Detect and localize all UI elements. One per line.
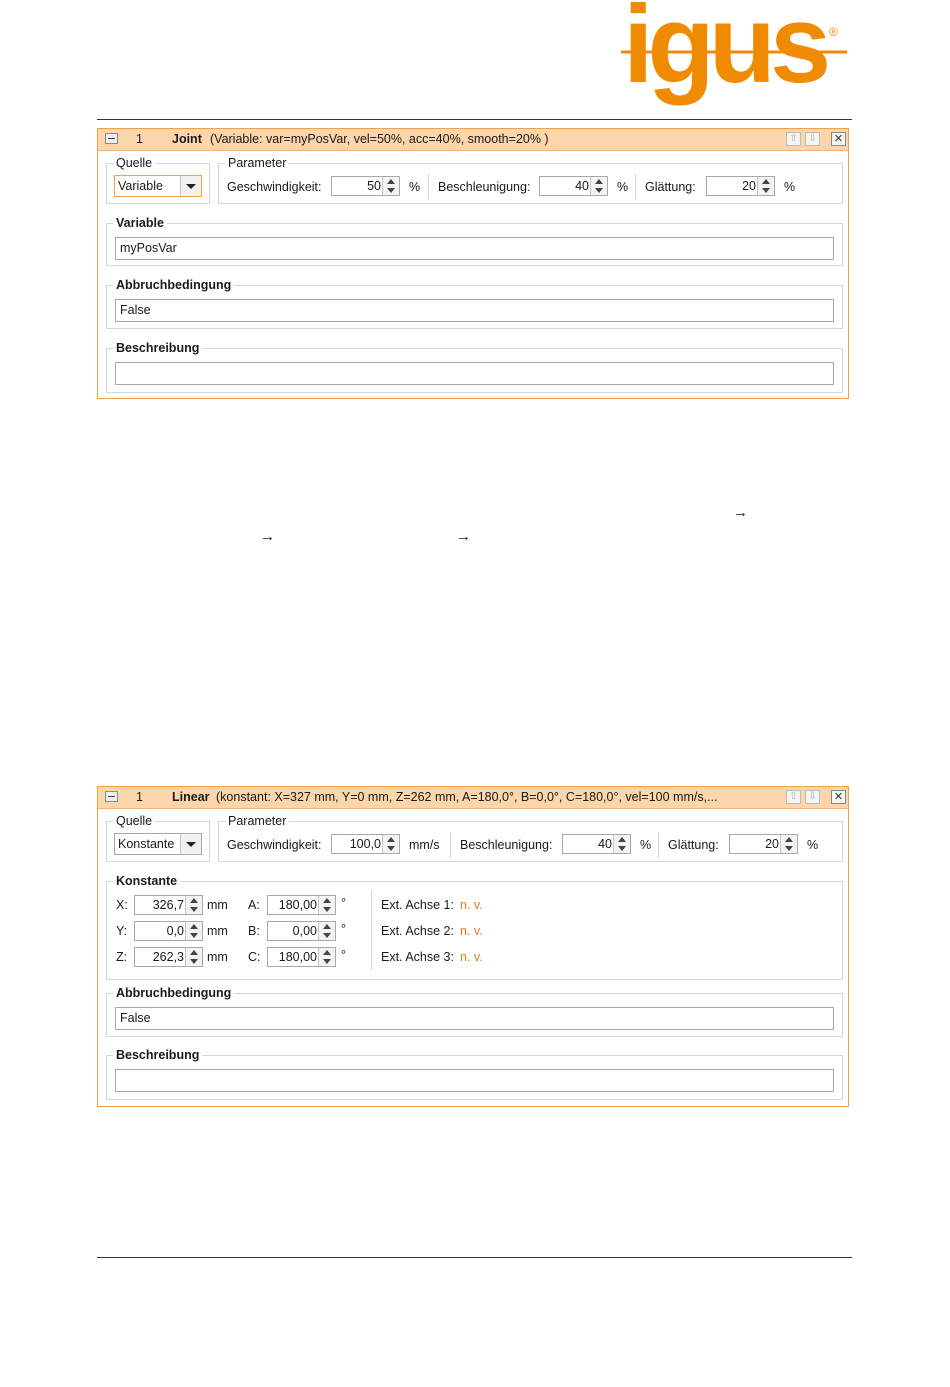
abort-condition-input[interactable]: False — [115, 1007, 834, 1030]
a-label: A: — [248, 898, 260, 912]
joint-command-panel — [97, 128, 849, 399]
a-value: 180,00 — [278, 898, 317, 912]
speed-unit: % — [409, 180, 421, 194]
source-select[interactable] — [114, 175, 202, 197]
speed-stepper[interactable] — [331, 176, 400, 196]
smooth-stepper[interactable] — [706, 176, 775, 196]
ext-axis-1-label: Ext. Achse 1: — [381, 898, 454, 912]
stepper-arrows-icon[interactable] — [613, 835, 630, 853]
smooth-value: 20 — [765, 837, 779, 851]
speed-label: Geschwindigkeit: — [227, 838, 322, 852]
speed-value: 100,0 — [349, 837, 381, 851]
command-summary: (konstant: X=327 mm, Y=0 mm, Z=262 mm, A=180,0°, B=0,0°, C=180,0°, vel=100 mm/s,... — [216, 790, 718, 804]
constant-label: Konstante — [116, 874, 178, 888]
stepper-arrows-icon[interactable] — [590, 177, 607, 195]
z-stepper[interactable] — [134, 947, 203, 967]
b-label: B: — [248, 924, 260, 938]
stepper-arrows-icon[interactable] — [382, 835, 399, 853]
smooth-unit: % — [807, 838, 819, 852]
arrow-glyph: → — [456, 528, 471, 545]
source-label: Quelle — [116, 814, 153, 828]
accel-value: 40 — [575, 179, 589, 193]
linear-command-panel — [97, 786, 849, 1107]
smooth-unit: % — [784, 180, 796, 194]
z-label: Z: — [116, 950, 128, 964]
stepper-arrows-icon[interactable] — [780, 835, 797, 853]
source-select-value: Variable — [118, 179, 163, 193]
description-input[interactable] — [115, 1069, 834, 1092]
smooth-label: Glättung: — [668, 838, 719, 852]
arrow-glyph: → — [733, 504, 748, 521]
c-unit: ° — [341, 948, 346, 962]
x-label: X: — [116, 898, 128, 912]
stepper-arrows-icon[interactable] — [318, 896, 335, 914]
z-value: 262,3 — [152, 950, 184, 964]
accel-unit: % — [640, 838, 652, 852]
header-rule — [97, 119, 852, 120]
b-value: 0,00 — [292, 924, 317, 938]
accel-stepper[interactable] — [539, 176, 608, 196]
b-unit: ° — [341, 922, 346, 936]
abort-condition-input[interactable]: False — [115, 299, 834, 322]
a-stepper[interactable] — [267, 895, 336, 915]
source-select-value: Konstante — [118, 837, 175, 851]
c-value: 180,00 — [278, 950, 317, 964]
variable-input[interactable]: myPosVar — [115, 237, 834, 260]
source-label: Quelle — [116, 156, 153, 170]
igus-logo — [615, 0, 855, 120]
x-unit: mm — [207, 898, 228, 912]
svg-text:igus: igus — [623, 0, 826, 106]
abort-condition-label: Abbruchbedingung — [116, 278, 232, 292]
stepper-arrows-icon[interactable] — [185, 922, 202, 940]
smooth-value: 20 — [742, 179, 756, 193]
separator — [658, 832, 659, 858]
b-stepper[interactable] — [267, 921, 336, 941]
stepper-arrows-icon[interactable] — [318, 922, 335, 940]
smooth-stepper[interactable] — [729, 834, 798, 854]
speed-value: 50 — [367, 179, 381, 193]
separator — [635, 174, 636, 200]
x-stepper[interactable] — [134, 895, 203, 915]
stepper-arrows-icon[interactable] — [185, 896, 202, 914]
ext-axis-3-value: n. v. — [460, 950, 483, 964]
c-label: C: — [248, 950, 261, 964]
accel-unit: % — [617, 180, 629, 194]
speed-unit: mm/s — [409, 838, 440, 852]
svg-text:®: ® — [829, 25, 838, 39]
variable-label: Variable — [116, 216, 164, 230]
chevron-down-icon[interactable] — [180, 176, 201, 196]
speed-stepper[interactable] — [331, 834, 400, 854]
y-value: 0,0 — [166, 924, 184, 938]
separator — [450, 832, 451, 858]
c-stepper[interactable] — [267, 947, 336, 967]
description-label: Beschreibung — [116, 1048, 200, 1062]
z-unit: mm — [207, 950, 228, 964]
separator — [428, 174, 429, 200]
command-type: Linear — [172, 790, 210, 804]
accel-value: 40 — [598, 837, 612, 851]
description-input[interactable] — [115, 362, 834, 385]
ext-axis-2-value: n. v. — [460, 924, 483, 938]
stepper-arrows-icon[interactable] — [757, 177, 774, 195]
footer-rule — [97, 1257, 852, 1258]
close-icon[interactable]: ✕ — [831, 132, 846, 146]
smooth-label: Glättung: — [645, 180, 696, 194]
close-icon[interactable]: ✕ — [831, 790, 846, 804]
accel-label: Beschleunigung: — [438, 180, 531, 194]
collapse-icon[interactable] — [105, 133, 118, 144]
accel-stepper[interactable] — [562, 834, 631, 854]
abort-condition-label: Abbruchbedingung — [116, 986, 232, 1000]
panel-titlebar — [98, 129, 848, 151]
stepper-arrows-icon[interactable] — [382, 177, 399, 195]
command-type: Joint — [172, 132, 202, 146]
command-number: 1 — [136, 790, 143, 804]
accel-label: Beschleunigung: — [460, 838, 553, 852]
x-value: 326,7 — [152, 898, 184, 912]
source-select[interactable] — [114, 833, 202, 855]
parameter-label: Parameter — [228, 814, 287, 828]
stepper-arrows-icon[interactable] — [318, 948, 335, 966]
speed-label: Geschwindigkeit: — [227, 180, 322, 194]
y-label: Y: — [116, 924, 128, 938]
arrow-glyph: → — [260, 528, 275, 545]
parameter-label: Parameter — [228, 156, 287, 170]
panel-titlebar — [98, 787, 848, 809]
ext-axis-3-label: Ext. Achse 3: — [381, 950, 454, 964]
move-down-icon[interactable]: ⇩ — [805, 790, 820, 804]
a-unit: ° — [341, 896, 346, 910]
y-unit: mm — [207, 924, 228, 938]
move-down-icon[interactable]: ⇩ — [805, 132, 820, 146]
separator — [371, 890, 372, 970]
command-number: 1 — [136, 132, 143, 146]
move-up-icon[interactable]: ⇧ — [786, 790, 801, 804]
ext-axis-1-value: n. v. — [460, 898, 483, 912]
ext-axis-2-label: Ext. Achse 2: — [381, 924, 454, 938]
stepper-arrows-icon[interactable] — [185, 948, 202, 966]
description-label: Beschreibung — [116, 341, 200, 355]
move-up-icon[interactable]: ⇧ — [786, 132, 801, 146]
command-summary: (Variable: var=myPosVar, vel=50%, acc=40%, smooth=20% ) — [210, 132, 549, 146]
y-stepper[interactable] — [134, 921, 203, 941]
chevron-down-icon[interactable] — [180, 834, 201, 854]
collapse-icon[interactable] — [105, 791, 118, 802]
